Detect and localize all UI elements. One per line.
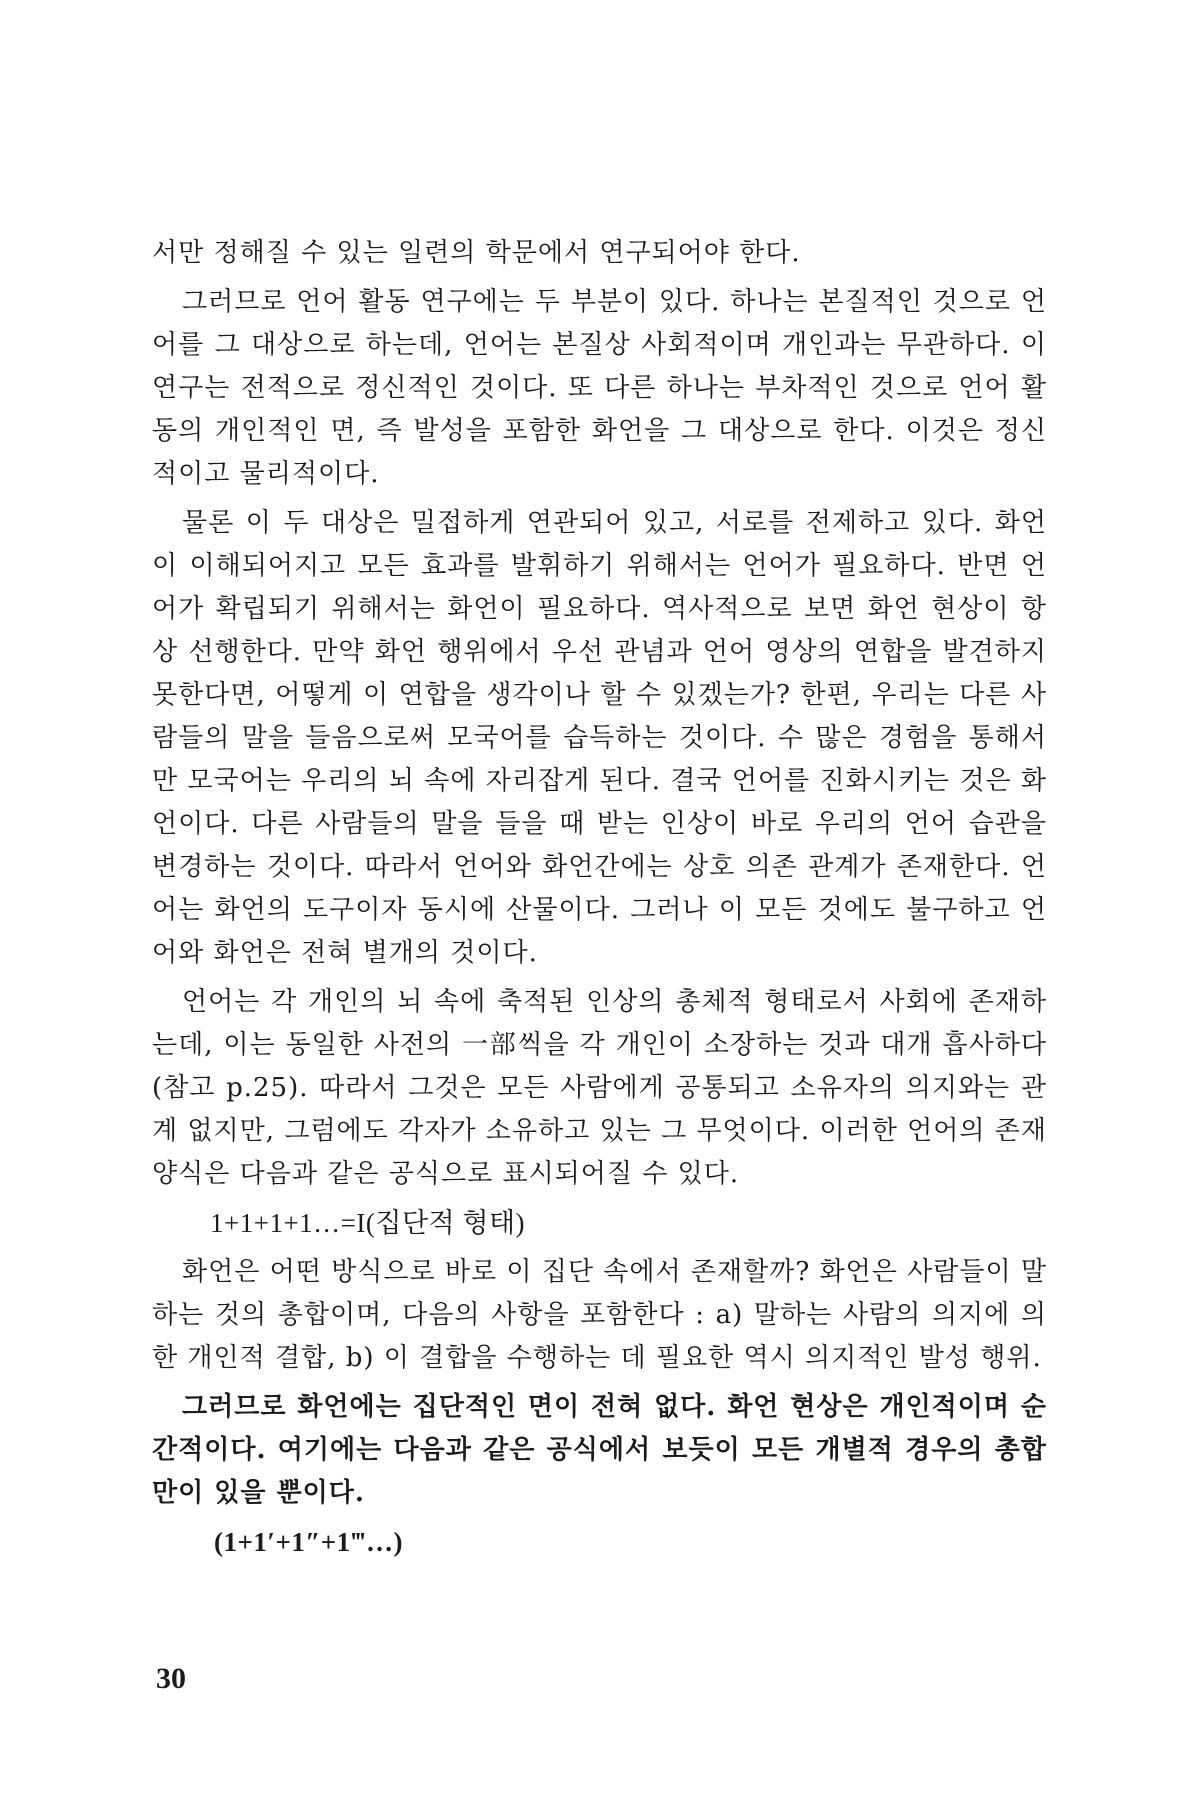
formula-collective: 1+1+1+1…=I(집단적 형태): [210, 1208, 526, 1238]
page-number: 30: [156, 1662, 186, 1695]
paragraph-language-existence: 언어는 각 개인의 뇌 속에 축적된 인상의 총체적 형태로서 사회에 존재하는데, 이는 동일한 사전의 一部씩을 각 개인이 소장하는 것과 대개 흡사하다(참고 p.25). 따라서 그것은 모든 사람에게 공통되고 소유자의 의지와는 관계 없지만, 그럼에도 각자가 소유하고 있는 그 무엇이다. 이러한 언어의 존재 양식은 다음과 같은 공식으로 표시되어질 수 있다.: [152, 987, 1047, 1189]
paragraph-interdependence: 물론 이 두 대상은 밀접하게 연관되어 있고, 서로를 전제하고 있다. 화언이 이해되어지고 모든 효과를 발휘하기 위해서는 언어가 필요하다. 반면 언어가 확립되기 위해서는 화언이 필요하다. 역사적으로 보면 화언 현상이 항상 선행한다. 만약 화언 행위에서 우선 관념과 언어 영상의 연합을 발견하지 못한다면, 어떻게 이 연합을 생각이나 할 수 있겠는가? 한편, 우리는 다른 사람들의 말을 들음으로써 모국어를 습득하는 것이다. 수 많은 경험을 통해서만 모국어는 우리의 뇌 속에 자리잡게 된다. 결국 언어를 진화시키는 것은 화언이다. 다른 사람들의 말을 들을 때 받는 인상이 바로 우리의 언어 습관을 변경하는 것이다. 따라서 언어와 화언간에는 상호 의존 관계가 존재한다. 언어는 화언의 도구이자 동시에 산물이다. 그러나 이 모든 것에도 불구하고 언어와 화언은 전혀 별개의 것이다.: [152, 508, 1047, 968]
paragraph-speech-mode: 화언은 어떤 방식으로 바로 이 집단 속에서 존재할까? 화언은 사람들이 말하는 것의 총합이며, 다음의 사항을 포함한다 : a) 말하는 사람의 의지에 의한 개인적 결합, b) 이 결합을 수행하는 데 필요한 역시 의지적인 발성 행위.: [152, 1257, 1047, 1373]
body-text: [152, 232, 1047, 1570]
formula-individual: (1+1′+1″+1‴…): [214, 1527, 404, 1557]
paragraph-research-parts: 그러므로 언어 활동 연구에는 두 부분이 있다. 하나는 본질적인 것으로 언어를 그 대상으로 하는데, 언어는 본질상 사회적이며 개인과는 무관하다. 이 연구는 전적으로 정신적인 것이다. 또 다른 하나는 부차적인 것으로 언어 활동의 개인적인 면, 즉 발성을 포함한 화언을 그 대상으로 한다. 이것은 정신적이고 물리적이다.: [152, 287, 1047, 489]
paragraph-speech-individual: 그러므로 화언에는 집단적인 면이 전혀 없다. 화언 현상은 개인적이며 순간적이다. 여기에는 다음과 같은 공식에서 보듯이 모든 개별적 경우의 총합만이 있을 뿐이다.: [152, 1392, 1047, 1508]
paragraph-continuation: 서만 정해질 수 있는 일련의 학문에서 연구되어야 한다.: [152, 238, 801, 268]
